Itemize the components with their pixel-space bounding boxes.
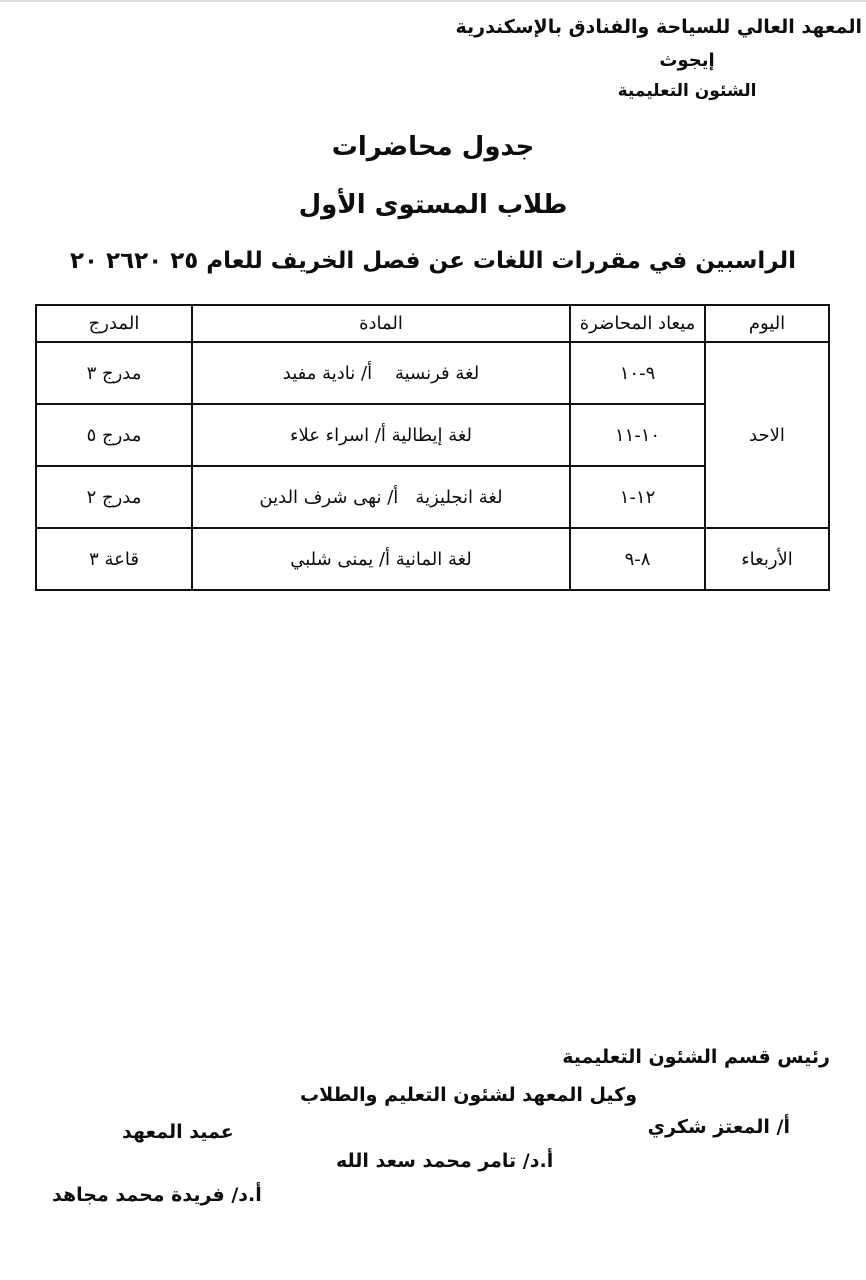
time-cell: ١٢-١: [570, 466, 705, 528]
time-cell: ٩-١٠: [570, 342, 705, 404]
organization-name: إيجوث: [659, 50, 715, 71]
time-cell: ١٠-١١: [570, 404, 705, 466]
column-header-time: ميعاد المحاضرة: [570, 305, 705, 342]
department-name: الشئون التعليمية: [617, 81, 757, 101]
scan-edge-artifact: [0, 0, 866, 2]
signature-dean-title: عميد المعهد: [122, 1121, 234, 1143]
hall-cell: مدرج ٢: [36, 466, 192, 528]
signature-head-of-department-name: أ/ المعتز شكري: [647, 1116, 790, 1138]
page-description: الراسبين في مقررات اللغات عن فصل الخريف للعام ٢٥ ٢٦٢٠ ٢٠: [69, 248, 797, 274]
table-row: [36, 342, 829, 404]
subject-cell: لغة إيطالية أ/ اسراء علاء: [192, 404, 570, 466]
page-subtitle: طلاب المستوى الأول: [298, 190, 568, 220]
subject-cell: لغة المانية أ/ يمنى شلبي: [192, 528, 570, 590]
hall-cell: مدرج ٥: [36, 404, 192, 466]
column-header-day: اليوم: [705, 305, 829, 342]
letterhead: [455, 16, 862, 101]
subject-cell: لغة فرنسية أ/ نادية مفيد: [192, 342, 570, 404]
signature-head-of-department-title: رئيس قسم الشئون التعليمية: [562, 1046, 830, 1068]
signature-vice-dean-name: أ.د/ تامر محمد سعد الله: [336, 1150, 554, 1172]
signature-vice-dean-title: وكيل المعهد لشئون التعليم والطلاب: [300, 1084, 638, 1106]
column-header-hall: المدرج: [36, 305, 192, 342]
table-header-row: [36, 305, 829, 342]
page-title: جدول محاضرات: [331, 132, 535, 162]
schedule-table: [35, 304, 830, 591]
day-cell: الاحد: [705, 342, 829, 528]
table-row: [36, 528, 829, 590]
time-cell: ٨-٩: [570, 528, 705, 590]
institute-name: المعهد العالي للسياحة والفنادق بالإسكندرية: [455, 16, 862, 38]
hall-cell: مدرج ٣: [36, 342, 192, 404]
subject-cell: لغة انجليزية أ/ نهى شرف الدين: [192, 466, 570, 528]
hall-cell: قاعة ٣: [36, 528, 192, 590]
signature-dean-name: أ.د/ فريدة محمد مجاهد: [52, 1184, 262, 1206]
column-header-subject: المادة: [192, 305, 570, 342]
day-cell: الأربعاء: [705, 528, 829, 590]
